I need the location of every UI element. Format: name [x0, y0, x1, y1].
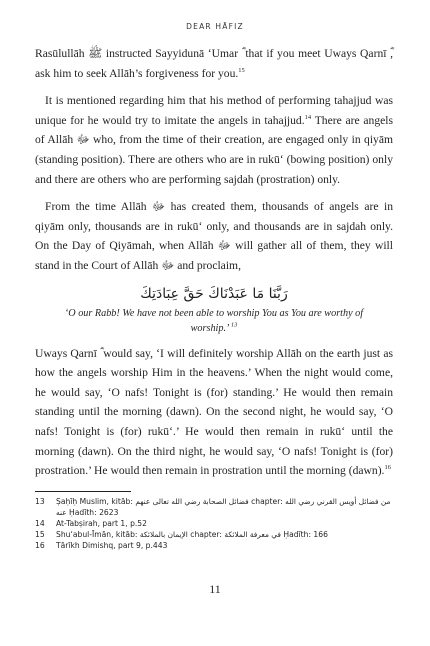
page-number: 11 — [209, 582, 221, 596]
footnote-ref-13[interactable]: 13 — [230, 321, 238, 329]
footnote-14: 14 At-Tabṣirah, part 1, p.52 — [35, 519, 147, 528]
running-header: DEAR HĀFIZ — [186, 22, 244, 31]
footnote-ref-16[interactable]: 16 — [384, 464, 391, 472]
paragraph-1: Rasūlullāh ﷺ instructed Sayyidunā ‘Umar ؓ that if you meet Uways Qarnī ؓ, ask him to seek Allāh’s forgiveness for you.$^{15}$ — [35, 47, 393, 80]
body-text — [35, 44, 393, 489]
footnotes — [35, 496, 395, 551]
footnote-13: 13 Ṣaḥīḥ Muslim, kitāb: فضائل الصحابة رضي الله تعالى عنهم chapter: من فضائل أويس القرني رضي الله عنه Ḥadīth: 2623 — [35, 497, 391, 517]
footnote-divider — [35, 491, 131, 492]
quote-translation: ‘O our Rabb! We have not been able to worship You as You are worthy of worship.’ $^{13}$ — [64, 307, 364, 334]
arabic-quote: رَبَّنَا مَا عَبَدْنَاكَ حَقَّ عِبَادَتِكَ — [140, 285, 288, 302]
footnote-15: 15 Shu‘abul-Īmān, kitāb: الإيمان بالملائكة chapter: في معرفة الملائكة Ḥadīth: 166 — [35, 530, 328, 539]
footnote-16: 16 Tārīkh Dimishq, part 9, p.443 — [35, 541, 168, 550]
footnote-ref-14[interactable]: 14 — [304, 113, 312, 121]
paragraph-2: It is mentioned regarding him that his method of performing tahajjud was unique for he would try to imitate the angels in tahajjud.$^{14}$ There are angels of Allāh ﷻ who, from the time of their creation, are engaged only in qiyām (standing position). There are others who are in rukū‘ (bowing position) only and there are others who are performing sajdah (prostration) only. — [35, 94, 393, 186]
footnote-ref-15[interactable]: 15 — [238, 66, 245, 74]
paragraph-3: From the time Allāh ﷻ has created them, thousands of angels are in qiyām only, thousands are in rukū‘ only, and thousands are in sajdah only. On the Day of Qiyāmah, when Allāh ﷻ will gather all of them, they will stand in the Court of Allāh ﷻ and proclaim, — [35, 200, 394, 272]
paragraph-4: Uways Qarnī ؓ would say, ‘I will definitely worship Allāh on the earth just as how the angels worship Him in the heavens.’ When the night would come, he would say, ‘O nafs! Tonight is (for) standing.’ He would then remain standing until the morning (dawn). On the second night, he would say, ‘O nafs! Tonight is (for) rukū‘.’ He would then remain in rukū‘ until the morning (dawn). On the third night, he would say, ‘O nafs! Tonight is (for) prostration.’ He would then remain in prostration until the morning (dawn).$^{16}$ — [35, 346, 393, 478]
